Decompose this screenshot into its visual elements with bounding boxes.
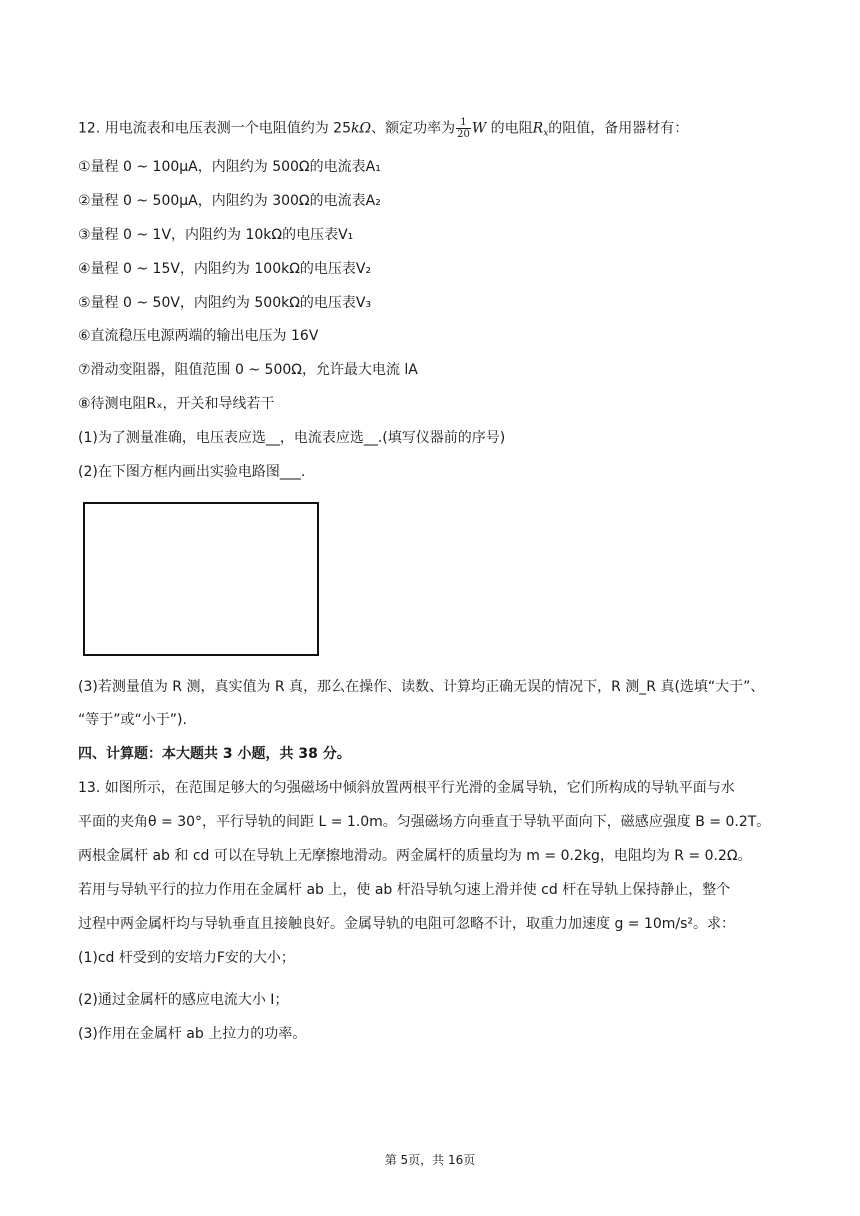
q12-subquestion-3: (3)若测量值为 R 测，真实值为 R 真，那么在操作、读数、计算均正确无误的情况下，R 测_R 真(选填“大于”、 <box>78 679 765 695</box>
equipment-item: ⑧待测电阻Rₓ，开关和导线若干 <box>78 396 275 412</box>
equipment-item: ②量程 0 ~ 500μA，内阻约为 300Ω的电流表A₂ <box>78 193 381 209</box>
resistor-symbol: R <box>532 120 544 137</box>
q12-intro-text: 12. 用电流表和电压表测一个电阻值约为 25 <box>78 120 351 137</box>
q13-subquestion-1: (1)cd 杆受到的安培力F安的大小； <box>78 950 295 966</box>
q13-line: 若用与导轨平行的拉力作用在金属杆 ab 上，使 ab 杆沿导轨匀速上滑并使 cd 杆在导轨上保持静止，整个 <box>78 882 731 898</box>
q12-subquestion-3-cont: “等于”或“小于”). <box>78 712 187 728</box>
fraction-denominator: 20 <box>457 129 470 140</box>
section-heading: 四、计算题：本大题共 3 小题，共 38 分。 <box>78 746 351 762</box>
q12-intro-text-2: 、额定功率为 <box>371 120 456 137</box>
equipment-item: ⑥直流稳压电源两端的输出电压为 16V <box>78 328 319 344</box>
page-footer: 第 5页，共 16页 <box>384 1153 476 1167</box>
q13-line: 两根金属杆 ab 和 cd 可以在导轨上无摩擦地滑动。两金属杆的质量均为 m = 0.2kg，电阻均为 R = 0.2Ω。 <box>78 848 752 864</box>
equipment-item: ③量程 0 ~ 1V，内阻约为 10kΩ的电压表V₁ <box>78 227 354 243</box>
equipment-item: ①量程 0 ~ 100μA，内阻约为 500Ω的电流表A₁ <box>78 159 381 175</box>
equipment-item: ⑦滑动变阻器，阻值范围 0 ~ 500Ω，允许最大电流 lA <box>78 362 418 378</box>
q12-intro-text-4: 的阻值，备用器材有： <box>548 120 689 137</box>
fraction-numerator: 1 <box>456 117 471 129</box>
q13-line: 过程中两金属杆均与导轨垂直且接触良好。金属导轨的电阻可忽略不计，取重力加速度 g = 10m/s²。求： <box>78 916 736 932</box>
q12-intro-text-3: 的电阻 <box>486 120 533 137</box>
circuit-diagram-box <box>83 502 319 656</box>
power-fraction <box>456 117 471 140</box>
q13-line: 平面的夹角θ = 30°，平行导轨的间距 L = 1.0m。匀强磁场方向垂直于导轨平面向下，磁感应强度 B = 0.2T。 <box>78 814 771 830</box>
power-unit: W <box>471 120 487 137</box>
q13-line: 13. 如图所示，在范围足够大的匀强磁场中倾斜放置两根平行光滑的金属导轨，它们所构成的导轨平面与水 <box>78 780 735 796</box>
q13-subquestion-2: (2)通过金属杆的感应电流大小 I； <box>78 992 289 1008</box>
equipment-item: ⑤量程 0 ~ 50V，内阻约为 500kΩ的电压表V₃ <box>78 295 372 311</box>
resistor-subscript: x <box>543 128 549 139</box>
q12-subquestion-1: (1)为了测量准确，电压表应选__，电流表应选__.(填写仪器前的序号) <box>78 430 506 446</box>
q13-subquestion-3: (3)作用在金属杆 ab 上拉力的功率。 <box>78 1026 307 1042</box>
q12-resistance-unit: kΩ <box>350 120 372 137</box>
q12-intro <box>78 117 688 144</box>
q12-subquestion-2: (2)在下图方框内画出实验电路图___. <box>78 464 306 480</box>
equipment-item: ④量程 0 ~ 15V，内阻约为 100kΩ的电压表V₂ <box>78 261 372 277</box>
